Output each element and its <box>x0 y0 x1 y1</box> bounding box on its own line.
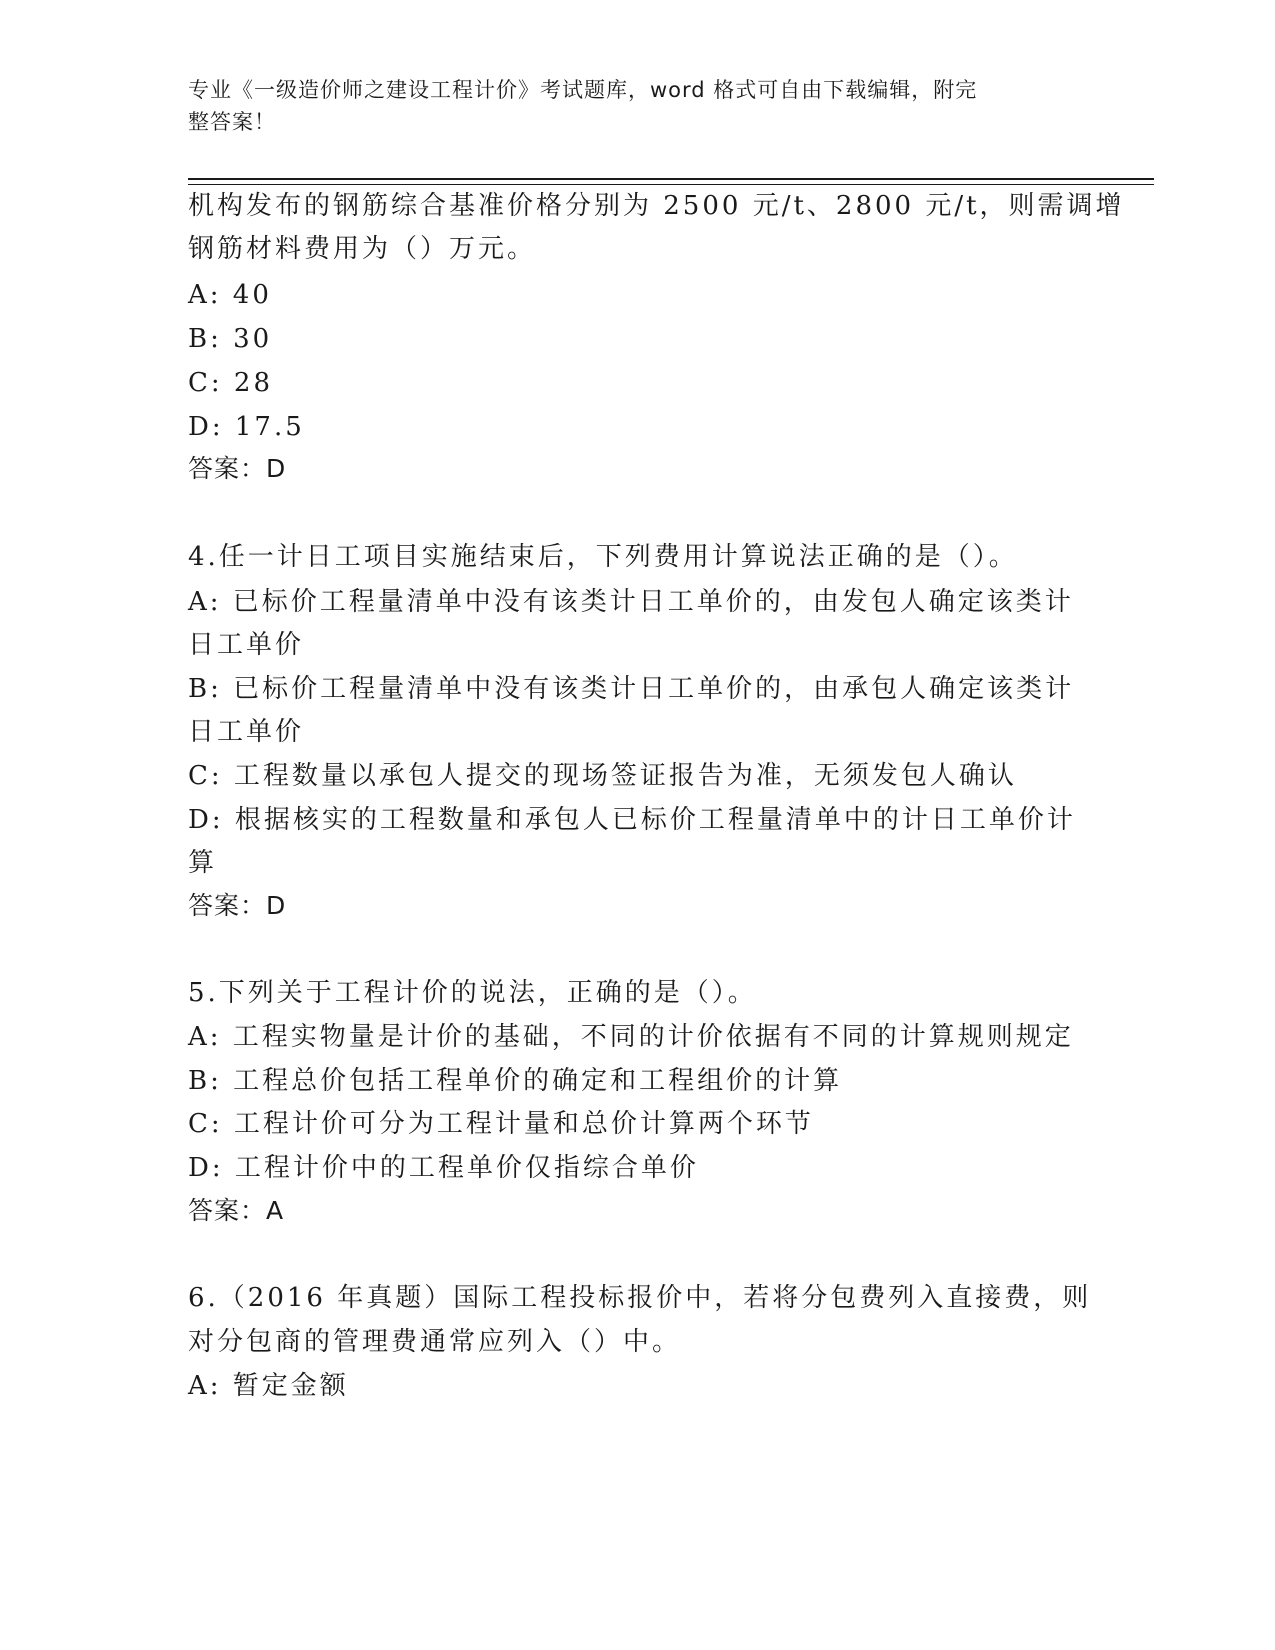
q3-stem-line-1: 机构发布的钢筋综合基准价格分别为 2500 元/t、2800 元/t，则需调增 <box>188 191 1125 221</box>
q5-option-a: A: 工程实物量是计价的基础，不同的计价依据有不同的计算规则规定 <box>188 1022 1074 1052</box>
q6-stem-line-1: 6.（2016 年真题）国际工程投标报价中，若将分包费列入直接费，则 <box>188 1283 1092 1313</box>
q4-option-a-line-2: 日工单价 <box>188 630 305 660</box>
q3-option-a: A: 40 <box>188 280 272 310</box>
q4-option-c: C: 工程数量以承包人提交的现场签证报告为准，无须发包人确认 <box>188 761 1017 791</box>
q5-option-d: D: 工程计价中的工程单价仅指综合单价 <box>188 1153 699 1183</box>
q4-option-d-line-2: 算 <box>188 848 218 878</box>
header-line-2: 整答案！ <box>188 110 276 134</box>
header-line-1: 专业《一级造价师之建设工程计价》考试题库，word 格式可自由下载编辑，附完 <box>188 78 978 102</box>
q5-answer: 答案：A <box>188 1196 285 1225</box>
q5-stem: 5.下列关于工程计价的说法，正确的是（）。 <box>188 978 757 1008</box>
q3-option-b: B: 30 <box>188 324 273 354</box>
q5-option-b: B: 工程总价包括工程单价的确定和工程组价的计算 <box>188 1066 843 1096</box>
q6-option-a: A: 暂定金额 <box>188 1371 349 1401</box>
header-divider-thick <box>188 178 1154 180</box>
q4-answer: 答案：D <box>188 891 287 920</box>
q3-answer: 答案：D <box>188 454 287 483</box>
q3-stem-line-2: 钢筋材料费用为（）万元。 <box>188 234 537 264</box>
q4-option-a-line-1: A: 已标价工程量清单中没有该类计日工单价的，由发包人确定该类计 <box>188 587 1074 617</box>
q4-option-b-line-2: 日工单价 <box>188 717 305 747</box>
q3-option-c: C: 28 <box>188 368 274 398</box>
q5-option-c: C: 工程计价可分为工程计量和总价计算两个环节 <box>188 1109 814 1139</box>
q3-option-d: D: 17.5 <box>188 412 305 442</box>
q4-stem: 4.任一计日工项目实施结束后，下列费用计算说法正确的是（）。 <box>188 542 1018 572</box>
header-divider-thin <box>188 184 1154 185</box>
q4-option-b-line-1: B: 已标价工程量清单中没有该类计日工单价的，由承包人确定该类计 <box>188 674 1075 704</box>
q6-stem-line-2: 对分包商的管理费通常应列入（）中。 <box>188 1327 682 1357</box>
q4-option-d-line-1: D: 根据核实的工程数量和承包人已标价工程量清单中的计日工单价计 <box>188 805 1076 835</box>
page-header <box>188 74 1068 138</box>
